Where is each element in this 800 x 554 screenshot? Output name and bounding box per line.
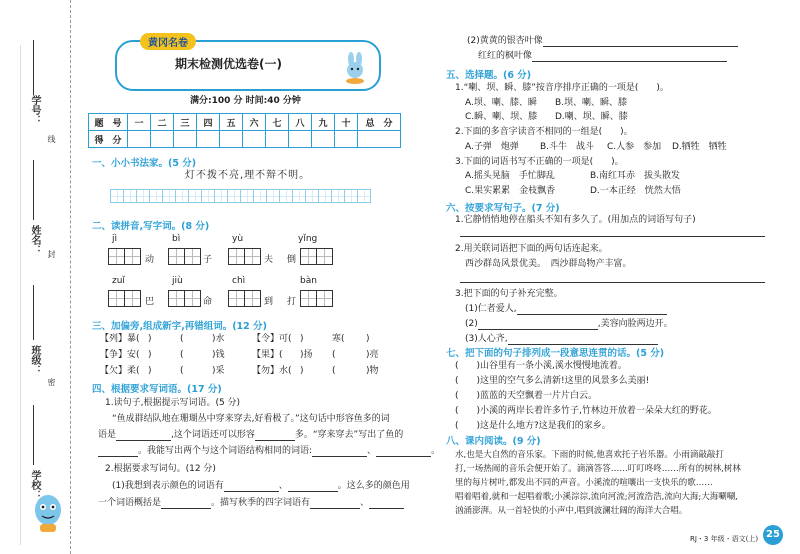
pinyin-box-3[interactable] <box>228 248 261 269</box>
score-cell[interactable] <box>266 131 289 148</box>
section-8-title: 八、课内阅读。(9 分) <box>446 436 541 447</box>
score-cell[interactable] <box>335 131 358 148</box>
radical-cell: ( <box>332 366 336 376</box>
s6-q3: 3.把下面的句子补充完整。 <box>455 289 563 299</box>
answer-blank[interactable] <box>255 440 295 441</box>
calligraphy-sentence: 灯不拨不亮,理不辩不明。 <box>185 170 311 181</box>
pinyin-char: 倒 <box>287 255 297 265</box>
name-field[interactable] <box>33 160 34 220</box>
section-1-title: 一、小小书法家。(5 分) <box>92 158 197 169</box>
radical-cell: 【果】( <box>252 350 283 360</box>
s7-item: ( )小溪的两岸长着许多竹子,竹林边开放着一朵朵大红的野花。 <box>455 406 717 416</box>
answer-blank[interactable] <box>478 329 598 330</box>
s4-q1-text: “鱼成群结队地在珊瑚丛中穿来穿去,好看极了。”这句话中形容鱼多的词 <box>112 414 390 424</box>
score-cell[interactable] <box>289 131 312 148</box>
score-cell[interactable] <box>151 131 174 148</box>
s5-q1-opt[interactable]: C.瞬、喇、坝、膝 <box>465 112 538 122</box>
r-text: (3)人心齐, <box>465 334 508 344</box>
pinyin-label: chì <box>232 276 246 286</box>
radical-cell: )采 <box>212 366 225 376</box>
pinyin-label: bàn <box>300 276 317 286</box>
answer-blank[interactable] <box>98 456 138 457</box>
passage-line: 里的每片树叶,都发出不同的声音。小溪流的喧嚷出一支快乐的歌…… <box>455 478 713 488</box>
reading-passage <box>455 449 741 519</box>
radical-row <box>100 333 379 349</box>
score-cell[interactable] <box>220 131 243 148</box>
school-field[interactable] <box>33 405 34 465</box>
s5-q2-opt[interactable]: A.子弹 炮弹 <box>465 142 519 152</box>
margin-rule <box>20 45 21 545</box>
pinyin-label: yǐng <box>298 234 318 244</box>
r2b-line <box>478 50 727 62</box>
grid-cell[interactable] <box>357 189 371 203</box>
score-table <box>88 113 401 148</box>
brand-logo: 黄冈名卷 <box>140 33 196 50</box>
name-label: 姓名： <box>29 225 40 255</box>
s5-q3-opt[interactable]: C.果实累累 金枝飘香 <box>465 186 556 196</box>
answer-blank[interactable] <box>517 314 667 315</box>
score-header-cell: 九 <box>312 114 335 131</box>
pinyin-char: 打 <box>287 297 297 307</box>
student-number-field[interactable] <box>33 40 34 95</box>
grid-cell[interactable] <box>227 189 241 203</box>
seal-dense-char: 密 <box>47 378 56 386</box>
section-3-title: 三、加偏旁,组成新字,再错组词。(12 分) <box>92 321 267 332</box>
radical-cell: ( <box>180 366 184 376</box>
radical-exercise <box>100 333 379 381</box>
radical-cell: 【欠】柔( <box>100 366 140 376</box>
radical-cell: ( <box>180 334 184 344</box>
s4-q2: 2.根据要求写词句。(12 分) <box>105 464 216 474</box>
pinyin-box-7[interactable] <box>228 290 261 311</box>
s5-q2: 2.下面的多音字读音不相同的一组是( )。 <box>455 127 633 137</box>
r-text: (2)黄黄的银杏叶像 <box>467 36 543 46</box>
page-title: 期末检测优选卷(一) <box>175 57 282 71</box>
grid-cell[interactable] <box>110 189 124 203</box>
s4-q2-line2: 一个词语概括是 。描写秋季的四字词语有 、 <box>98 497 404 509</box>
pinyin-label: zuǐ <box>112 276 125 286</box>
grid-cell[interactable] <box>305 189 319 203</box>
score-cell[interactable] <box>197 131 220 148</box>
score-header-cell: 六 <box>243 114 266 131</box>
score-header-row <box>89 114 401 131</box>
pinyin-box-6[interactable] <box>168 290 201 311</box>
s4-text: (1)我想到表示颜色的词语有 <box>112 481 224 491</box>
radical-cell: )亮 <box>366 350 379 360</box>
radical-cell: ) <box>148 350 152 360</box>
s5-q2-opt[interactable]: C.人参 参加 <box>607 142 662 152</box>
radical-cell: ) <box>300 366 304 376</box>
s4-text: 语是 <box>98 430 117 440</box>
s5-q1-opt[interactable]: B.坝、喇、瞬、膝 <box>555 98 628 108</box>
grid-cell[interactable] <box>279 189 293 203</box>
score-label-cell: 得 分 <box>89 131 128 148</box>
s5-q3-opt[interactable]: D.一本正经 恍然大悟 <box>590 186 681 196</box>
pinyin-label: yù <box>232 234 244 244</box>
score-header-cell: 一 <box>128 114 151 131</box>
answer-blank[interactable] <box>543 46 738 47</box>
score-cell[interactable] <box>243 131 266 148</box>
pinyin-box-2[interactable] <box>168 248 201 269</box>
grid-cell[interactable] <box>292 189 306 203</box>
s5-q1-opt[interactable]: D.喇、坝、瞬、膝 <box>555 112 628 122</box>
passage-line: 汹涌澎湃。从一首轻快的小声中,唱到波澜壮阔的海洋大合唱。 <box>455 506 688 516</box>
s5-q3: 3.下面的词语书写不正确的一项是( )。 <box>455 157 624 167</box>
pinyin-box-4[interactable] <box>300 248 333 269</box>
r-text: ,美容向脸两边开。 <box>597 319 673 329</box>
pinyin-label: jì <box>112 234 118 244</box>
grid-cell[interactable] <box>344 189 358 203</box>
radical-row <box>100 349 379 365</box>
passage-line: 唱着唱着,就和一起唱着歌;小溪淙淙,流向河流;河流浩浩,流向大海;大海唰唰, <box>455 492 738 502</box>
fold-line <box>70 0 71 554</box>
radical-cell: ) <box>300 334 304 344</box>
r2a-line <box>467 35 738 47</box>
score-cell[interactable] <box>128 131 151 148</box>
pinyin-box-1[interactable] <box>108 248 141 269</box>
radical-cell: 寒( <box>332 334 345 344</box>
radical-cell: ( <box>332 350 336 360</box>
pinyin-char: 子 <box>203 255 213 265</box>
grid-cell[interactable] <box>214 189 228 203</box>
s4-text: ,这个词语还可以形容 <box>171 430 255 440</box>
answer-blank[interactable] <box>288 491 338 492</box>
score-header-cell: 七 <box>266 114 289 131</box>
answer-blank[interactable] <box>312 456 367 457</box>
class-field[interactable] <box>33 285 34 340</box>
answer-line[interactable] <box>460 236 765 237</box>
section-7-title: 七、把下面的句子排列成一段意思连贯的话。(5 分) <box>446 348 665 359</box>
grid-cell[interactable] <box>201 189 215 203</box>
score-cell[interactable] <box>174 131 197 148</box>
writing-grid[interactable] <box>110 188 370 207</box>
s5-q3-opt[interactable]: B.南红耳赤 拔头散发 <box>590 171 681 181</box>
answer-blank[interactable] <box>369 508 404 509</box>
s5-q2-opt[interactable]: B.斗牛 战斗 <box>540 142 595 152</box>
radical-cell: ) <box>148 334 152 344</box>
s4-text: 。描写秋季的四字词语有 <box>211 498 311 508</box>
score-header-cell: 题 号 <box>89 114 128 131</box>
pinyin-char: 动 <box>145 255 155 265</box>
section-2-title: 二、读拼音,写字词。(8 分) <box>92 221 210 232</box>
section-6-title: 六、按要求写句子。(7 分) <box>446 203 560 214</box>
radical-cell: ( <box>180 350 184 360</box>
pinyin-label: jiù <box>172 276 183 286</box>
s4-q1-line2 <box>98 429 403 441</box>
answer-blank[interactable] <box>116 440 171 441</box>
r-text: 红红的枫叶像 <box>478 51 533 61</box>
s4-text: 。我能写出两个与这个词语结构相同的词语: <box>138 446 313 456</box>
answer-blank[interactable] <box>376 456 431 457</box>
radical-cell: ) <box>148 366 152 376</box>
grid-cell[interactable] <box>175 189 189 203</box>
grid-cell[interactable] <box>123 189 137 203</box>
radical-cell: )水 <box>212 334 225 344</box>
radical-cell: 【争】安( <box>100 350 140 360</box>
answer-blank[interactable] <box>224 491 279 492</box>
pinyin-char: 巴 <box>145 297 155 307</box>
grid-cell[interactable] <box>331 189 345 203</box>
r-text: (1)仁者爱人, <box>465 304 517 314</box>
section-5-title: 五、选择题。(6 分) <box>446 70 532 81</box>
s6-q1: 1.它静悄悄地停在船头不知有多久了。(用加点的词语写句子) <box>455 215 696 225</box>
answer-blank[interactable] <box>161 508 211 509</box>
answer-blank[interactable] <box>310 508 360 509</box>
answer-line[interactable] <box>460 282 765 283</box>
s4-text: 多。“穿来穿去”写出了鱼的 <box>294 430 404 440</box>
grid-cell[interactable] <box>162 189 176 203</box>
score-header-cell: 十 <box>335 114 358 131</box>
s6-q2-text: 西沙群岛风景优美。 西沙群岛物产丰富。 <box>465 259 632 269</box>
pinyin-char: 夫 <box>264 255 274 265</box>
pinyin-box-8[interactable] <box>300 290 333 311</box>
passage-line: 水,也是大自然的音乐家。下雨的时候,他喜欢托子岩乐器。小雨滴敲敲打 <box>455 450 724 460</box>
grid-cell[interactable] <box>266 189 280 203</box>
s5-q1: 1.“喇、坝、瞬、膝”按音序排序正确的一项是( )。 <box>455 83 669 93</box>
pinyin-box-5[interactable] <box>108 290 141 311</box>
s4-q2-line1: (1)我想到表示颜色的词语有 、 。这么多的颜色用 <box>112 481 410 491</box>
s4-q1: 1.读句子,根据提示写词语。(5 分) <box>105 398 241 408</box>
radical-cell: 【令】可( <box>252 334 292 344</box>
grid-cell[interactable] <box>136 189 150 203</box>
seal-line-char: 线 <box>47 135 56 143</box>
s7-item: ( )蓝蓝的天空飘着一片片白云。 <box>455 391 598 401</box>
class-label: 班级： <box>29 345 40 375</box>
s6-q3-2: (2) ,美容向脸两边开。 <box>465 319 673 329</box>
score-header-cell: 三 <box>174 114 197 131</box>
radical-cell: )物 <box>366 366 379 376</box>
score-cell[interactable] <box>358 131 401 148</box>
section-4-title: 四、根据要求写词语。(17 分) <box>92 384 222 395</box>
exam-meta: 满分:100 分 时间:40 分钟 <box>190 96 301 106</box>
passage-line: 打,一场热闹的音乐会便开始了。滴滴答答……叮叮咚咚……所有的树林,树林 <box>455 464 741 474</box>
radical-cell: 【勿】水( <box>252 366 292 376</box>
s5-q2-opt[interactable]: D.牺牲 牺牲 <box>672 142 727 152</box>
s7-item: ( )山谷里有一条小溪,溪水慢慢地流着。 <box>455 361 627 371</box>
page-number: 25 <box>763 525 783 545</box>
s7-item: ( )这里的空气多么清新!这里的风景多么美丽! <box>455 376 650 386</box>
seal-seal-char: 封 <box>47 250 56 258</box>
student-number-label: 学号： <box>29 95 40 125</box>
radical-row <box>100 365 379 381</box>
pinyin-char: 到 <box>264 297 274 307</box>
score-header-cell: 二 <box>151 114 174 131</box>
grid-cell[interactable] <box>253 189 267 203</box>
s5-q3-opt[interactable]: A.摇头晃脑 手忙脚乱 <box>465 171 555 181</box>
score-header-cell: 四 <box>197 114 220 131</box>
grid-cell[interactable] <box>149 189 163 203</box>
score-value-row <box>89 131 401 148</box>
radical-cell: )钱 <box>212 350 225 360</box>
footer-grade: RJ・3 年级・语文(上) <box>690 535 759 543</box>
rabbit-icon <box>340 52 370 88</box>
grid-cell[interactable] <box>188 189 202 203</box>
s4-q1-line3: 。我能写出两个与这个词语结构相同的词语: 、 。 <box>98 445 440 457</box>
radical-cell: 【列】暴( <box>100 334 140 344</box>
s7-item: ( )这是什么地方?这是我们的家乡。 <box>455 421 611 431</box>
radical-cell: ) <box>366 334 370 344</box>
s5-q1-opt[interactable]: A.坝、喇、膝、瞬 <box>465 98 537 108</box>
grid-cell[interactable] <box>318 189 332 203</box>
pinyin-char: 命 <box>203 297 213 307</box>
s6-q3-3 <box>465 333 658 345</box>
school-label: 学校： <box>29 470 40 500</box>
pinyin-label: bì <box>172 234 181 244</box>
score-cell[interactable] <box>312 131 335 148</box>
s4-text: 一个词语概括是 <box>98 498 162 508</box>
radical-cell: )扬 <box>300 350 313 360</box>
score-header-cell: 总 分 <box>358 114 401 131</box>
s4-text: 。这么多的颜色用 <box>337 481 410 491</box>
score-header-cell: 八 <box>289 114 312 131</box>
score-header-cell: 五 <box>220 114 243 131</box>
s6-q2: 2.用关联词语把下面的两句话连起来。 <box>455 244 608 254</box>
grid-cell[interactable] <box>240 189 254 203</box>
s6-q3-1 <box>465 303 667 315</box>
answer-blank[interactable] <box>532 61 727 62</box>
mascot-icon <box>28 490 68 539</box>
